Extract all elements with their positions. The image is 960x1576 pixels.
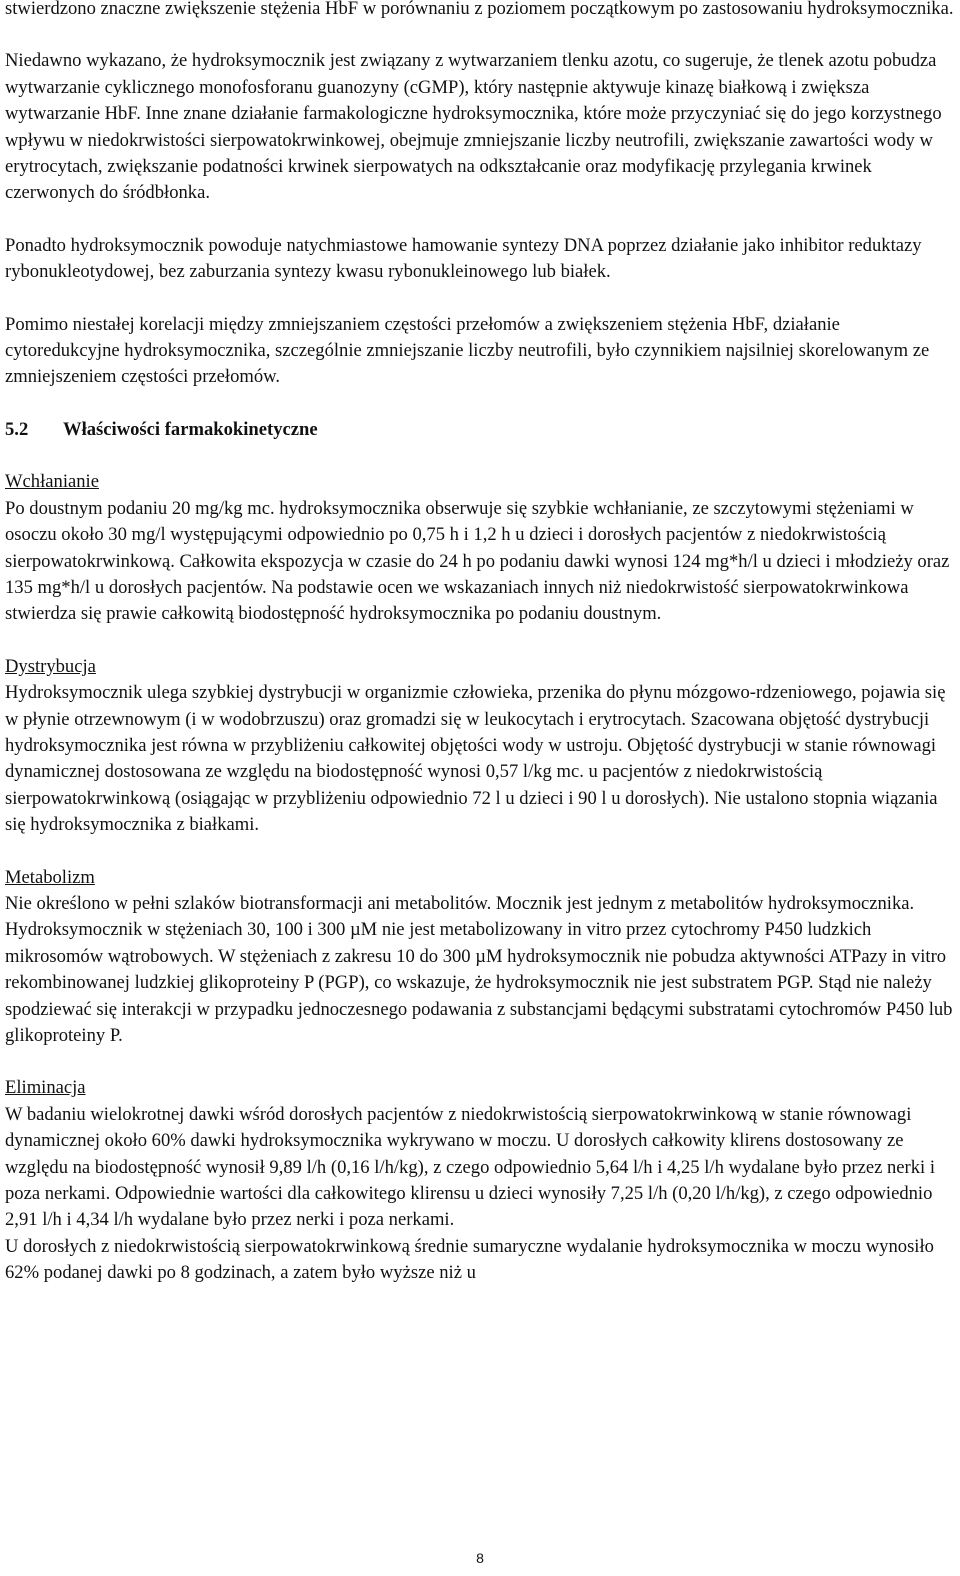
section-heading xyxy=(5,417,955,443)
paragraph-elimination-2: U dorosłych z niedokrwistością sierpowatokrwinkową średnie sumaryczne wydalanie hydroksymocznika w moczu wynosiło 62% podanej dawki po 8 godzinach, a zatem było wyższe niż u xyxy=(5,1235,934,1284)
paragraph-cytoreduction: Pomimo niestałej korelacji między zmniejszaniem częstości przełomów a zwiększeniem stężenia HbF, działanie cytoredukcyjne hydroksymocznika, szczególnie zmniejszanie liczby neutrofili, było czynnikiem najsilniej skorelowanym ze zmniejszeniem częstości przełomów. xyxy=(5,313,930,388)
subheading-elimination: Eliminacja xyxy=(5,1077,86,1099)
section-number: 5.2 xyxy=(5,418,29,440)
paragraph-metabolism-2: Hydroksymocznik w stężeniach 30, 100 i 300 µM nie jest metabolizowany in vitro przez cytochromy P450 ludzkich mikrosomów wątrobowych. W stężeniach z zakresu 10 do 300 µM hydroksymocznik nie pobudza aktywności ATPazy in vitro rekombinowanej ludzkiej glikoproteiny P (PGP), co wskazuje, że hydroksymocznik nie jest substratem PGP. Stąd nie należy spodziewać się interakcji w przypadku jednoczesnego podawania z substancjami będącymi substratami cytochromów P450 lub glikoproteiny P. xyxy=(5,919,953,1046)
paragraph-distribution: Hydroksymocznik ulega szybkiej dystrybucji w organizmie człowieka, przenika do płynu mózgowo-rdzeniowego, pojawia się w płynie otrzewnowym (i w wodobrzuszu) oraz gromadzi się w leukocytach i erytrocytach. Szacowana objętość dystrybucji hydroksymocznika jest równa w przybliżeniu całkowitej objętości wody w ustroju. Objętość dystrybucji w stanie równowagi dynamicznej dostosowana ze względu na biodostępność wynosi 0,57 l/kg mc. u pacjentów z niedokrwistością sierpowatokrwinkową (osiągając w przybliżeniu odpowiednio 72 l u dzieci i 90 l u dorosłych). Nie ustalono stopnia wiązania się hydroksymocznika z białkami. xyxy=(5,682,946,836)
page-number: 8 xyxy=(476,1550,484,1566)
paragraph-nitric-oxide: Niedawno wykazano, że hydroksymocznik jest związany z wytwarzaniem tlenku azotu, co sugeruje, że tlenek azotu pobudza wytwarzanie cyklicznego monofosforanu guanozyny (cGMP), który następnie aktywuje kinazę białkową i zwiększa wytwarzanie HbF. Inne znane działanie farmakologiczne hydroksymocznika, które może przyczyniać się do jego korzystnego wpływu w niedokrwistości sierpowatokrwinkowej, obejmuje zmniejszanie liczby neutrofili, zwiększanie zawartości wody w erytrocytach, zwiększanie podatności krwinek sierpowatych na odkształcanie oraz modyfikację przylegania krwinek czerwonych do śródbłonka. xyxy=(5,50,942,204)
subheading-distribution: Dystrybucja xyxy=(5,655,96,677)
paragraph-dna-synthesis: Ponadto hydroksymocznik powoduje natychmiastowe hamowanie syntezy DNA poprzez działanie jako inhibitor reduktazy rybonukleotydowej, bez zaburzania syntezy kwasu rybonukleinowego lub białek. xyxy=(5,234,922,283)
paragraph-metabolism-1: Nie określono w pełni szlaków biotransformacji ani metabolitów. Mocznik jest jednym z metabolitów hydroksymocznika. xyxy=(5,892,915,914)
document-body xyxy=(5,0,955,1287)
subheading-metabolism: Metabolizm xyxy=(5,866,95,888)
paragraph-elimination-1: W badaniu wielokrotnej dawki wśród dorosłych pacjentów z niedokrwistością sierpowatokrwinkową w stanie równowagi dynamicznej około 60% dawki hydroksymocznika wykrywano w moczu. U dorosłych całkowity klirens dostosowany ze względu na biodostępność wynosił 9,89 l/h (0,16 l/h/kg), z czego odpowiednio 5,64 l/h i 4,25 l/h wydalane było przez nerki i poza nerkami. Odpowiednie wartości dla całkowitego klirensu u dzieci wynosiły 7,25 l/h (0,20 l/h/kg), z czego odpowiednio 2,91 l/h i 4,34 l/h wydalane było przez nerki i poza nerkami. xyxy=(5,1103,936,1231)
paragraph-absorption: Po doustnym podaniu 20 mg/kg mc. hydroksymocznika obserwuje się szybkie wchłanianie, ze szczytowymi stężeniami w osoczu około 30 mg/l występującymi odpowiednio po 0,75 h i 1,2 h u dzieci i dorosłych pacjentów z niedokrwistością sierpowatokrwinkową. Całkowita ekspozycja w czasie do 24 h po podaniu dawki wynosi 124 mg*h/l u dzieci i młodzieży oraz 135 mg*h/l u dorosłych pacjentów. Na podstawie ocen we wskazaniach innych niż niedokrwistość sierpowatokrwinkowa stwierdza się prawie całkowitą biodostępność hydroksymocznika po podaniu doustnym. xyxy=(5,497,950,625)
subheading-absorption: Wchłanianie xyxy=(5,471,99,493)
section-title: Właściwości farmakokinetyczne xyxy=(63,418,318,440)
paragraph-intro-continuation: stwierdzono znaczne zwiększenie stężenia HbF w porównaniu z poziomem początkowym po zastosowaniu hydroksymocznika. xyxy=(5,0,954,19)
